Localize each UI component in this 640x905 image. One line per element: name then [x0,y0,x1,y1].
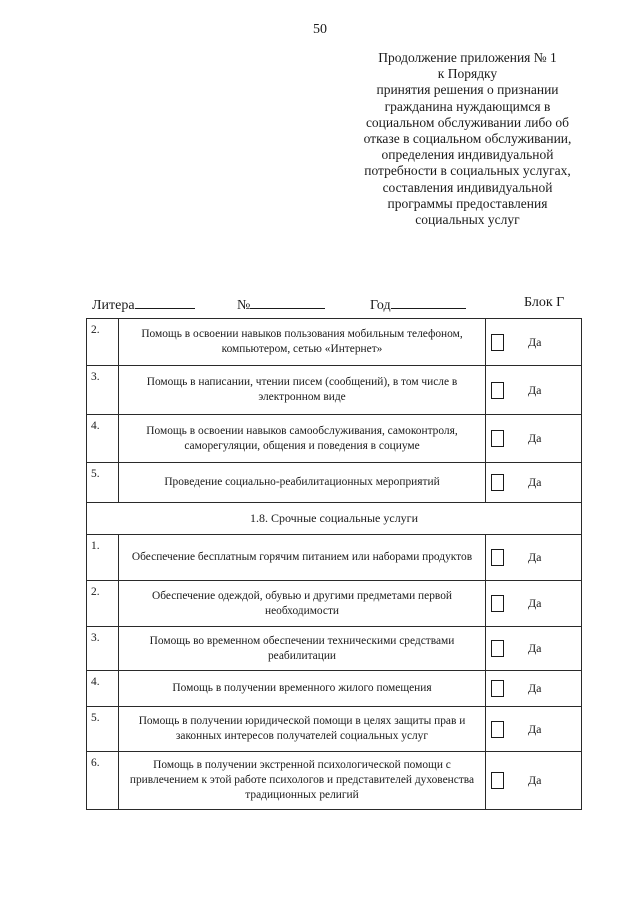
yes-label: Да [528,431,542,445]
block-label: Блок Г [524,295,565,310]
checkbox[interactable] [491,721,504,738]
answer-cell [486,535,582,581]
answer-cell [486,463,582,503]
service-description: Помощь в получении юридической помощи в целях защиты прав и законных интересов получателей социальных услуг [119,707,486,752]
table-row [87,366,582,415]
row-number: 4. [87,671,119,707]
services-table [86,318,582,810]
row-number: 6. [87,752,119,810]
answer-cell [486,627,582,671]
yes-label: Да [528,681,542,695]
table-row [87,627,582,671]
answer-cell [486,319,582,366]
year-label: Год [370,298,391,313]
table-row [87,319,582,366]
yes-label: Да [528,596,542,610]
appendix-header-line: составления индивидуальной [382,179,553,195]
checkbox[interactable] [491,772,504,789]
answer-cell [486,581,582,627]
form-meta-line [92,295,582,313]
checkbox[interactable] [491,382,504,399]
appendix-header-line: социальных услуг [415,212,520,228]
appendix-header-line: принятия решения о признании [376,82,559,98]
yes-label: Да [528,721,542,736]
checkbox[interactable] [491,474,504,491]
yes-label: Да [528,773,542,787]
checkbox[interactable] [491,595,504,612]
row-number: 5. [87,463,119,503]
service-description: Помощь в освоении навыков пользования мобильным телефоном, компьютером, сетью «Интернет» [119,319,486,366]
table-row [87,535,582,581]
appendix-header-line: программы предоставления [387,195,548,211]
yes-label: Да [528,334,542,349]
yes-label: Да [528,550,542,564]
service-description: Помощь в получении временного жилого помещения [119,671,486,707]
row-number: 4. [87,415,119,463]
section-header-row [87,503,582,535]
number-field [237,295,325,314]
yes-label: Да [528,475,542,489]
table-row [87,752,582,810]
table-row [87,415,582,463]
service-description: Помощь во временном обеспечении техническими средствами реабилитации [119,627,486,671]
service-description: Обеспечение одеждой, обувью и другими предметами первой необходимости [119,581,486,627]
service-description: Проведение социально-реабилитационных мероприятий [119,463,486,503]
answer-cell [486,707,582,752]
checkbox[interactable] [491,640,504,657]
row-number: 2. [87,581,119,627]
service-description: Помощь в написании, чтении писем (сообщений), в том числе в электронном виде [119,366,486,415]
row-number: 3. [87,366,119,415]
year-blank[interactable] [391,295,466,309]
appendix-header-line: потребности в социальных услугах, [364,163,571,179]
table-row [87,581,582,627]
row-number: 2. [87,319,119,366]
yes-label: Да [528,641,542,655]
page-number: 50 [313,22,327,37]
litera-blank[interactable] [135,295,195,309]
appendix-header-line: определения индивидуальной [381,147,554,163]
service-description: Помощь в получении экстренной психологической помощи с привлечением к этой работе психологов и представителей духовенства традиционных религий [119,752,486,810]
answer-cell [486,671,582,707]
service-description: Обеспечение бесплатным горячим питанием или наборами продуктов [119,535,486,581]
litera-field [92,295,195,314]
answer-cell [486,366,582,415]
section-title: 1.8. Срочные социальные услуги [87,503,582,535]
table-row [87,463,582,503]
checkbox[interactable] [491,334,504,351]
appendix-header-line: Продолжение приложения № 1 [378,50,557,65]
number-blank[interactable] [250,295,325,309]
appendix-header-line: к Порядку [437,66,498,82]
row-number: 5. [87,707,119,752]
litera-label: Литера [92,298,135,313]
checkbox[interactable] [491,680,504,697]
service-description: Помощь в освоении навыков самообслуживания, самоконтроля, саморегуляции, общения и поведения в социуме [119,415,486,463]
checkbox[interactable] [491,430,504,447]
answer-cell [486,752,582,810]
yes-label: Да [528,382,542,397]
year-field [370,295,466,314]
appendix-header [335,50,600,228]
appendix-header-line: социальном обслуживании либо об [365,114,570,130]
checkbox[interactable] [491,549,504,566]
appendix-header-line: гражданина нуждающимся в [384,98,551,114]
table-row [87,671,582,707]
table-row [87,707,582,752]
answer-cell [486,415,582,463]
row-number: 1. [87,535,119,581]
row-number: 3. [87,627,119,671]
number-label: № [237,298,251,313]
appendix-header-line: отказе в социальном обслуживании, [363,131,572,147]
